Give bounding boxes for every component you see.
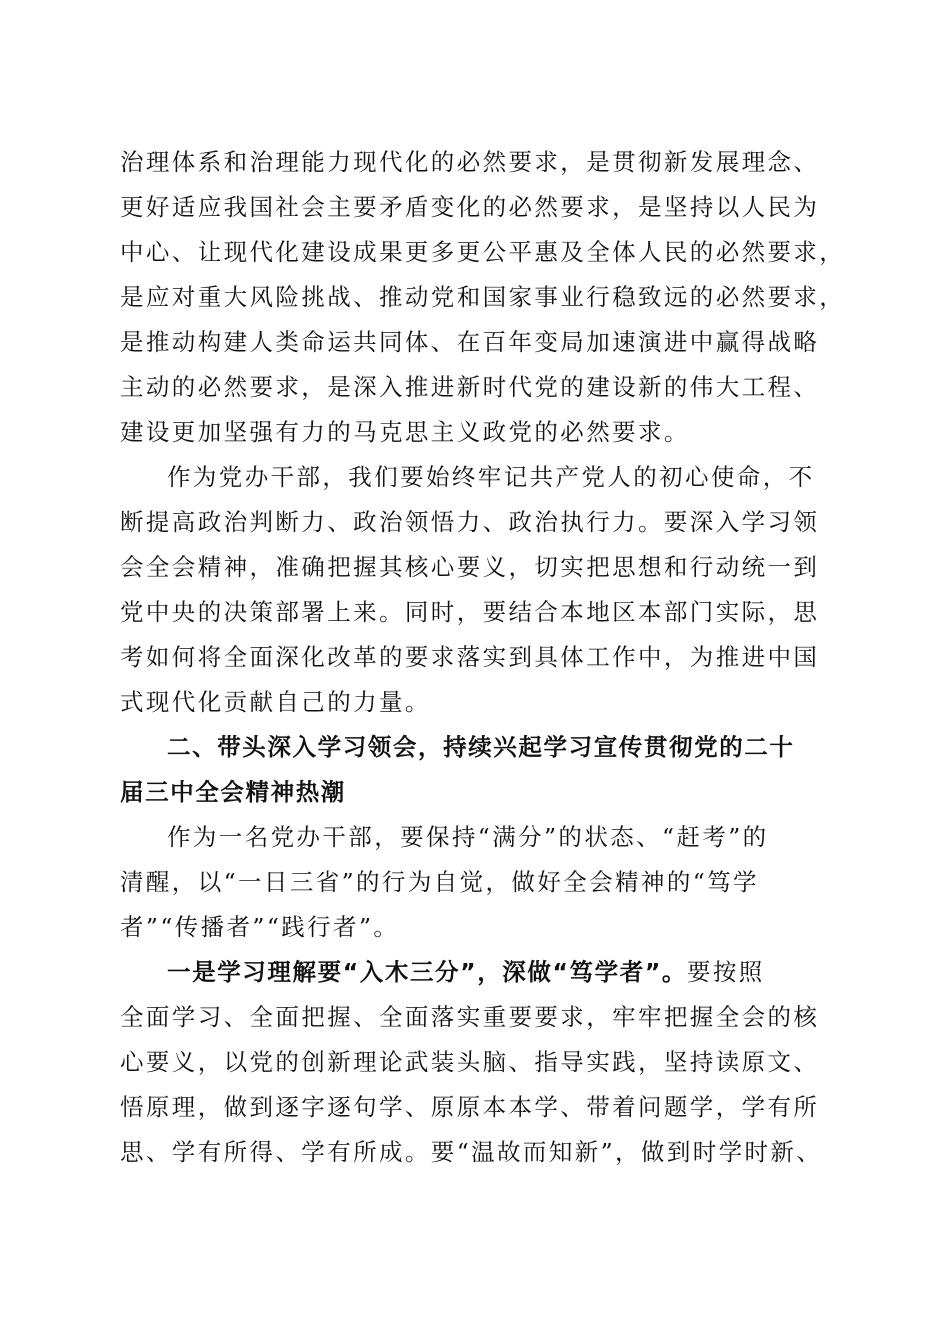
paragraph-3-line-3: 者”“传播者”“践行者”。 bbox=[120, 913, 400, 941]
paragraph-2-line-6: 式现代化贡献自己的力量。 bbox=[120, 688, 431, 716]
paragraph-4-line-1 bbox=[167, 957, 840, 987]
paragraph-2-line-1: 作为党办干部，我们要始终牢记共产党人的初心使命，不 bbox=[167, 463, 815, 491]
paragraph-3-line-2: 清醒，以“一日三省”的行为自觉，做好全会精神的“笃学 bbox=[120, 868, 759, 896]
paragraph-4-line-3: 心要义，以党的创新理论武装头脑、指导实践，坚持读原文、 bbox=[120, 1048, 820, 1076]
section-heading-line-1: 二、带头深入学习领会，持续兴起学习宣传贯彻党的二十 bbox=[167, 733, 795, 761]
paragraph-2-line-2: 断提高政治判断力、政治领悟力、政治执行力。要深入学习领 bbox=[120, 508, 820, 536]
paragraph-1-line-5: 是推动构建人类命运共同体、在百年变局加速演进中赢得战略 bbox=[120, 328, 820, 356]
paragraph-3-line-1: 作为一名党办干部，要保持“满分”的状态、“赶考”的 bbox=[167, 823, 769, 851]
paragraph-2-line-4: 党中央的决策部署上来。同时，要结合本地区本部门实际，思 bbox=[120, 598, 820, 626]
section-heading-line-2: 届三中全会精神热潮 bbox=[120, 778, 346, 806]
paragraph-1-line-4: 是应对重大风险挑战、推动党和国家事业行稳致远的必然要求， bbox=[120, 283, 846, 311]
paragraph-2-line-3: 会全会精神，准确把握其核心要义，切实把思想和行动统一到 bbox=[120, 553, 820, 581]
paragraph-1-line-2: 更好适应我国社会主要矛盾变化的必然要求，是坚持以人民为 bbox=[120, 193, 820, 221]
paragraph-1-line-3: 中心、让现代化建设成果更多更公平惠及全体人民的必然要求， bbox=[120, 238, 846, 266]
paragraph-4-line-5: 思、学有所得、学有所成。要“温故而知新”，做到时学时新、 bbox=[120, 1138, 823, 1166]
paragraph-1-line-7: 建设更加坚强有力的马克思主义政党的必然要求。 bbox=[120, 418, 690, 446]
paragraph-4-line-4: 悟原理，做到逐字逐句学、原原本本学、带着问题学，学有所 bbox=[120, 1093, 820, 1121]
paragraph-2-line-5: 考如何将全面深化改革的要求落实到具体工作中，为推进中国 bbox=[120, 643, 820, 671]
paragraph-4-lead-bold: 一是学习理解要“入木三分”，深做“笃学者”。 bbox=[167, 958, 687, 986]
paragraph-1-line-6: 主动的必然要求，是深入推进新时代党的建设新的伟大工程、 bbox=[120, 373, 820, 401]
paragraph-4-line-2: 全面学习、全面把握、全面落实重要要求，牢牢把握全会的核 bbox=[120, 1003, 820, 1031]
paragraph-4-first-line-rest: 要按照 bbox=[686, 958, 765, 986]
paragraph-1-line-1: 治理体系和治理能力现代化的必然要求，是贯彻新发展理念、 bbox=[120, 148, 820, 176]
